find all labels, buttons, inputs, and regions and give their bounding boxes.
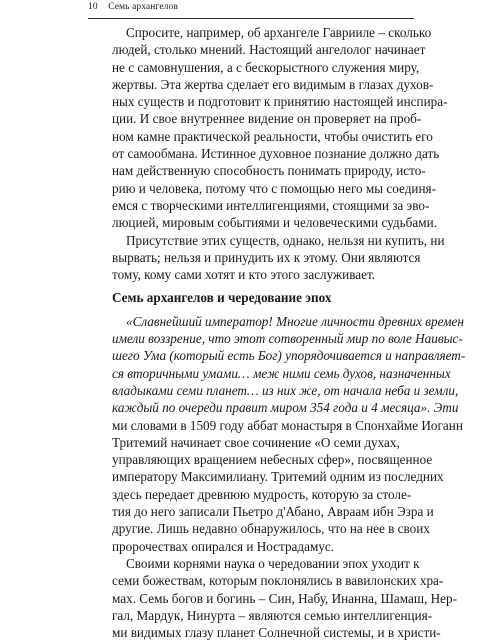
text-line: людей, столько мнений. Настоящий ангелолог начинает xyxy=(112,42,426,58)
text-line: от самообмана. Истинное духовное познание должно дать xyxy=(112,146,440,162)
quote-line: «Славнейший император! Многие личности древних времен xyxy=(126,313,464,329)
running-title: Семь архангелов xyxy=(108,2,178,12)
text-line: Своими корнями наука о чередовании эпох уходит к xyxy=(126,555,420,571)
header-rule xyxy=(88,18,414,19)
page-number: 10 xyxy=(88,2,98,12)
text-line: ном камне практической реальности, чтобы очистить его xyxy=(112,128,433,144)
quote-line: каждый по очереди правит миром 354 года и 4 месяца». Эти xyxy=(112,400,459,416)
text-line: нам действенную способность понимать природу, исто- xyxy=(112,163,426,179)
text-line: Тритемий начинает свое сочинение «О семи духах, xyxy=(112,434,400,450)
text-line: тия до него записали Пьетро д'Абано, Авраам ибн Эзра и xyxy=(112,504,434,520)
text-line: здесь передает древнюю мудрость, которую за столе- xyxy=(112,486,412,502)
quote-line: владыками семи планет… из них же, от начала неба и земли, xyxy=(112,382,459,398)
text-line: Присутствие этих существ, однако, нельзя ни купить, ни xyxy=(126,232,445,248)
text-line: императору Максимилиану. Тритемий одним из последних xyxy=(112,469,444,485)
text-line: ных существ и подготовит к принятию настоящей инспира- xyxy=(112,94,448,110)
text-line: жертвы. Эта жертва сделает его видимым в глазах духов- xyxy=(112,76,434,92)
paragraph-2 xyxy=(112,313,466,555)
body-text xyxy=(112,24,466,641)
text-line: тому, кому сами хотят и кто этого заслуживает. xyxy=(112,267,376,283)
quote-line: ся вторичными умами… меж ними семь духов, назначенных xyxy=(112,365,451,381)
text-line: не с самовнушения, а с бескорыстного служения миру, xyxy=(112,59,420,75)
text-line: гал, Мардук, Нинурта – являются семью интеллигенция- xyxy=(112,607,433,623)
section-heading: Семь архангелов и чередование эпох xyxy=(112,290,332,306)
text-line: ции. И свое внутреннее видение он проверяет на проб- xyxy=(112,111,422,127)
text-line: другие. Лишь недавно обнаружилось, что на нее в своих xyxy=(112,521,430,537)
text-line: вырвать; нельзя и принудить их к этому. Они являются xyxy=(112,249,421,265)
text-line: емся с творческими интеллигенциями, стоящими за эво- xyxy=(112,197,430,213)
quote-line: шего Ума (который есть Бог) упорядочивается и направляет- xyxy=(112,348,466,364)
paragraph-1 xyxy=(112,24,448,283)
text-line: мах. Семь богов и богинь – Син, Набу, Инанна, Шамаш, Нер- xyxy=(112,590,457,606)
text-line: Спросите, например, об архангеле Гавриилe – сколько xyxy=(126,25,432,40)
text-line: пророчествах опирался и Нострадамус. xyxy=(112,538,335,554)
text-line: люцией, мировым событиями и человеческими судьбами. xyxy=(112,215,437,231)
paragraph-3 xyxy=(112,555,457,641)
quote-line: имели воззрение, что этот сотворенный мир по воле Наивыс- xyxy=(112,331,463,347)
text-line: ми видимых глазу планет Солнечной системы, и в христи- xyxy=(112,625,441,641)
text-line: управляющих вращением небесных сфер», посвященное xyxy=(112,452,433,468)
text-line: рию и человека, потому что с помощью него мы соединя- xyxy=(112,180,436,196)
text-line: ми словами в 1509 году аббат монастыря в Спонхайме Иоганн xyxy=(112,417,463,433)
running-header xyxy=(88,2,178,16)
text-line: семи божествам, которым поклонялись в вавилонских хра- xyxy=(112,573,444,589)
